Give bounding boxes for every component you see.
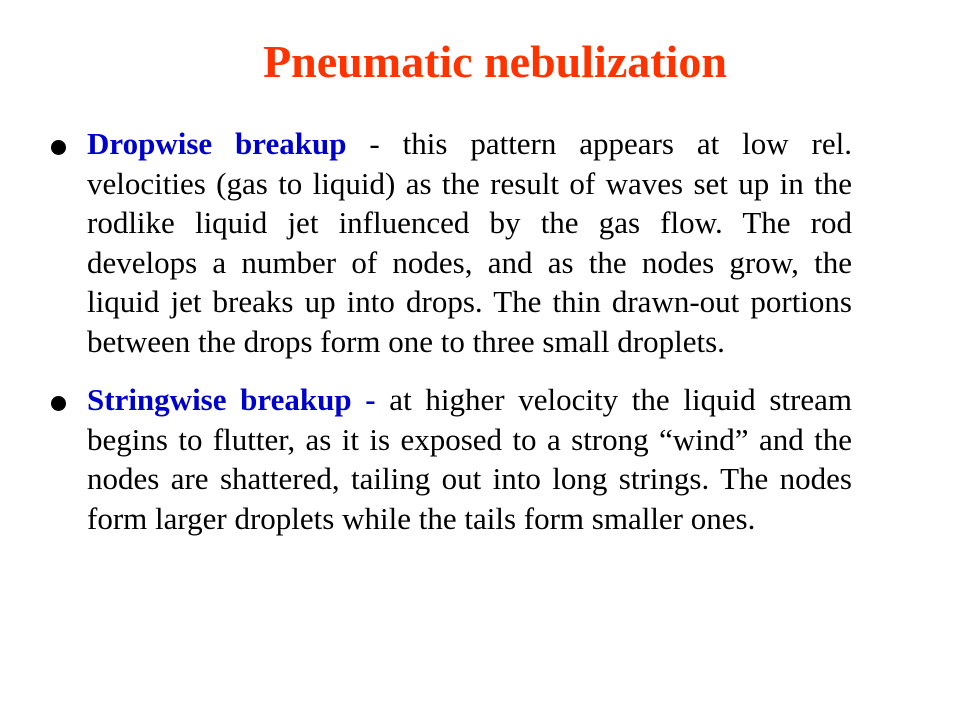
bullet-item-dropwise	[0, 124, 960, 361]
bullet-dot-icon	[51, 140, 66, 155]
bullet-paragraph	[87, 380, 852, 538]
bullet-dot-icon	[51, 396, 66, 411]
slide-title: Pneumatic nebulization	[263, 36, 727, 87]
bullet-lead-term: Dropwise breakup	[87, 126, 347, 161]
bullet-paragraph	[87, 124, 852, 361]
bullet-lead-term: Stringwise breakup -	[87, 382, 376, 417]
bullet-body-text: at higher velocity the liquid stream begins to flutter, as it is exposed to a strong “wind” and the nodes are shattered, tailing out into long strings. The nodes form larger droplets while the tails form smaller ones.	[87, 382, 852, 536]
bullet-list	[0, 124, 960, 538]
bullet-body-text: - this pattern appears at low rel. velocities (gas to liquid) as the result of waves set up in the rodlike liquid jet influenced by the gas flow. The rod develops a number of nodes, and as the nodes grow, the liquid jet breaks up into drops. The thin drawn-out portions between the drops form one to three small droplets.	[87, 126, 852, 359]
bullet-item-stringwise	[0, 380, 960, 538]
